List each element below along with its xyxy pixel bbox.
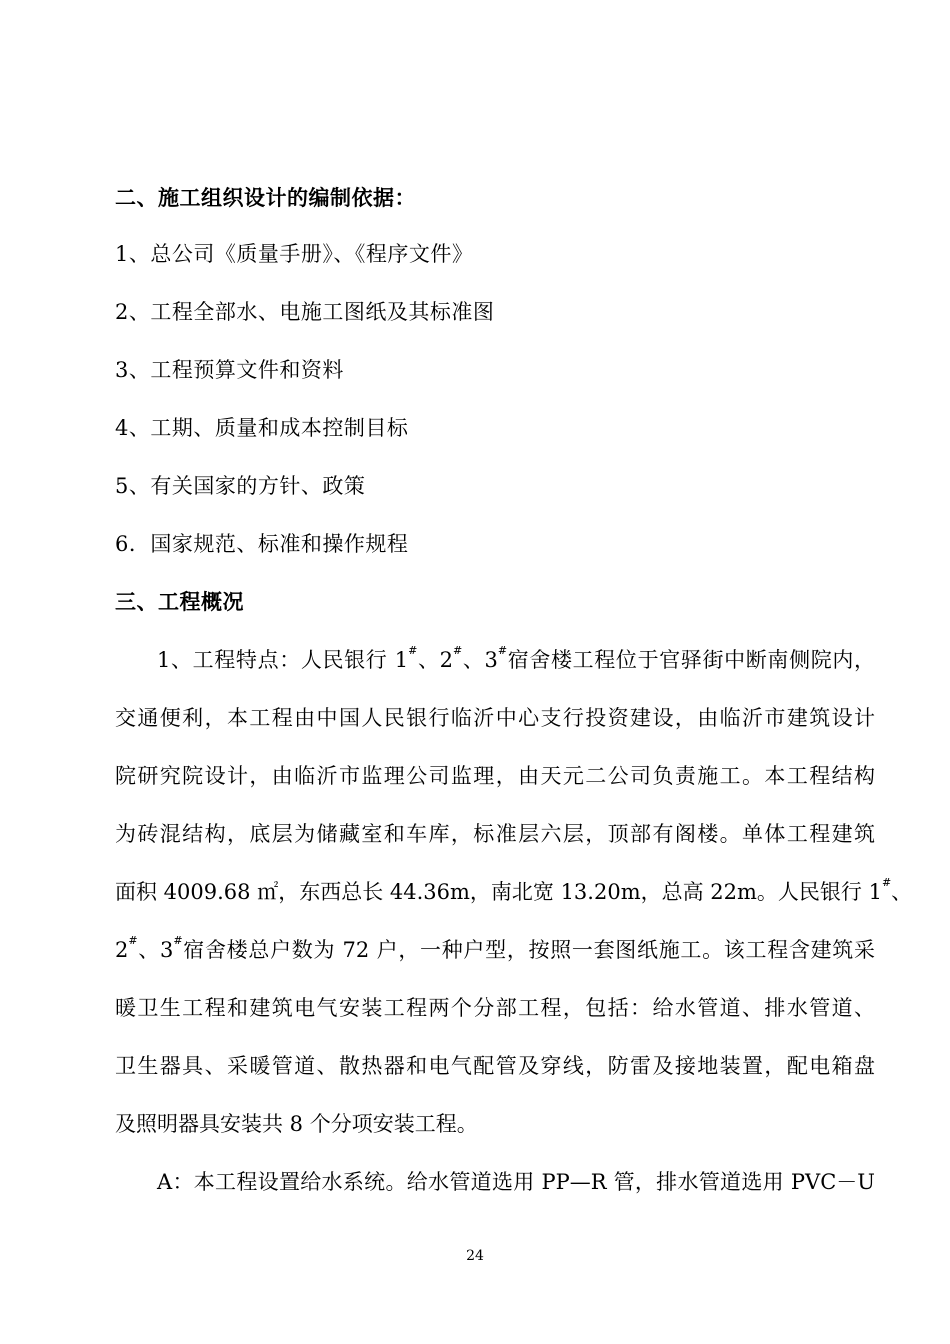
- paragraph-line: 暖卫生工程和建筑电气安装工程两个分部工程，包括：给水管道、排水管道、: [115, 996, 875, 1020]
- paragraph-line: 为砖混结构，底层为储藏室和车库，标准层六层，顶部有阁楼。单体工程建筑: [115, 822, 875, 846]
- paragraph-line: 2#、3#宿舍楼总户数为 72 户，一种户型，按照一套图纸施工。该工程含建筑采: [115, 934, 875, 962]
- basis-item-6: 6．国家规范、标准和操作规程: [115, 532, 409, 556]
- water-system-paragraph: A：本工程设置给水系统。给水管道选用 PP—R 管，排水管道选用 PVC－U: [157, 1170, 875, 1194]
- paragraph-line: 卫生器具、采暖管道、散热器和电气配管及穿线，防雷及接地装置，配电箱盘: [115, 1054, 875, 1078]
- paragraph-line: 1、工程特点：人民银行 1#、2#、3#宿舍楼工程位于官驿街中断南侧院内，: [157, 644, 875, 672]
- paragraph-line: 及照明器具安装共 8 个分项安装工程。: [115, 1112, 478, 1136]
- section-heading-basis: 二、施工组织设计的编制依据：: [115, 185, 416, 210]
- basis-item-4: 4、工期、质量和成本控制目标: [115, 416, 409, 440]
- page-number: 24: [466, 1248, 484, 1264]
- basis-item-3: 3、工程预算文件和资料: [115, 358, 344, 382]
- section-heading-overview: 三、工程概况: [115, 589, 244, 614]
- basis-item-2: 2、工程全部水、电施工图纸及其标准图: [115, 300, 495, 324]
- paragraph-line: 面积 4009.68 ㎡，东西总长 44.36m，南北宽 13.20m，总高 22m。人民银行 1#、: [115, 876, 913, 904]
- paragraph-line: 交通便利，本工程由中国人民银行临沂中心支行投资建设，由临沂市建筑设计: [115, 706, 875, 730]
- basis-item-1: 1、总公司《质量手册》、《程序文件》: [115, 242, 474, 266]
- basis-item-5: 5、有关国家的方针、政策: [115, 474, 366, 498]
- paragraph-line: 院研究院设计，由临沂市监理公司监理，由天元二公司负责施工。本工程结构: [115, 764, 875, 788]
